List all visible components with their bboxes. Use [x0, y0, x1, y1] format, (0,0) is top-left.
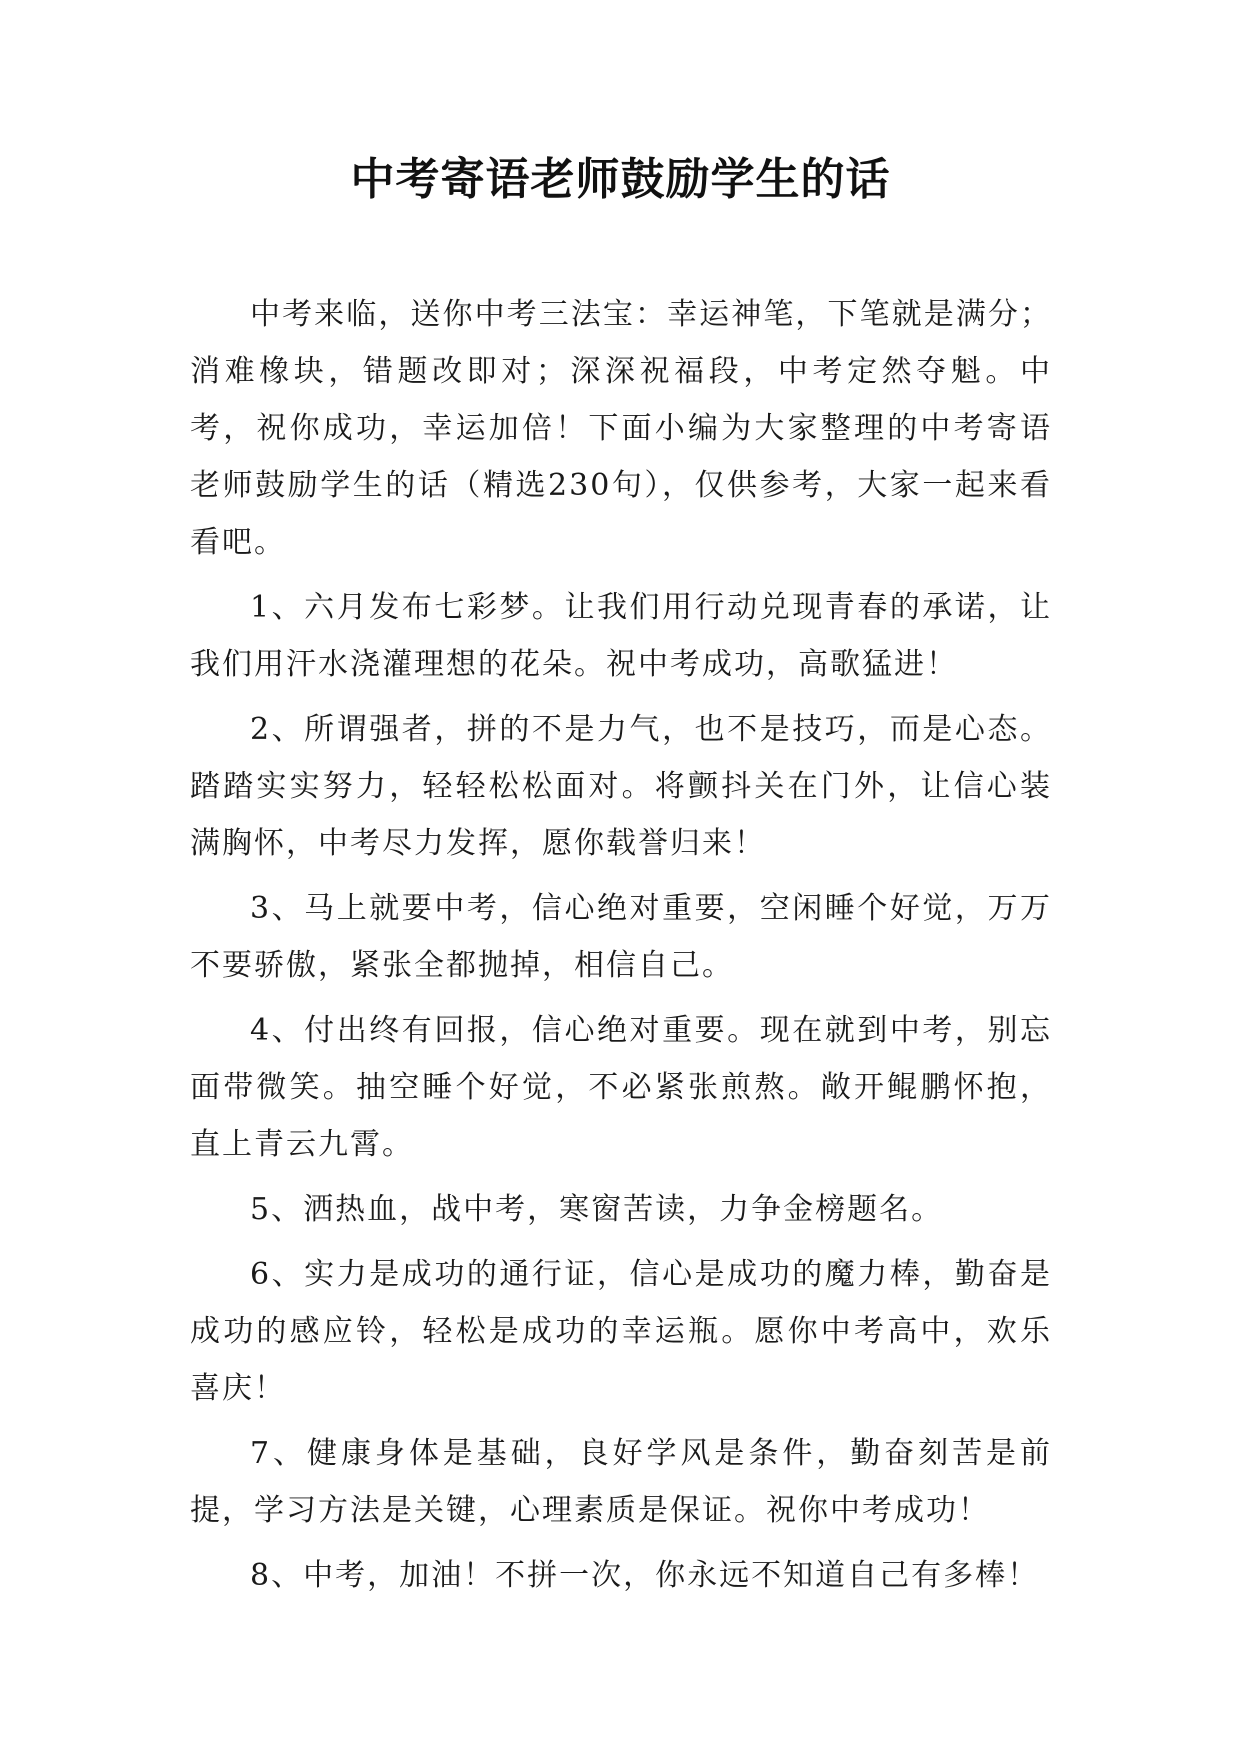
- quote-paragraph-2: 2、所谓强者，拼的不是力气，也不是技巧，而是心态。踏踏实实努力，轻轻松松面对。将颤抖关在门外，让信心装满胸怀，中考尽力发挥，愿你载誉归来！: [190, 712, 1052, 861]
- quote-paragraph-7: 7、健康身体是基础，良好学风是条件，勤奋刻苦是前提，学习方法是关键，心理素质是保证。祝你中考成功！: [190, 1436, 1052, 1528]
- document-title: 中考寄语老师鼓励学生的话: [350, 154, 891, 205]
- quote-paragraph-3: 3、马上就要中考，信心绝对重要，空闲睡个好觉，万万不要骄傲，紧张全都抛掉，相信自己。: [190, 891, 1052, 983]
- document-body: [190, 286, 1052, 1612]
- quote-paragraph-1: 1、六月发布七彩梦。让我们用行动兑现青春的承诺，让我们用汗水浇灌理想的花朵。祝中考成功，高歌猛进！: [190, 590, 1052, 682]
- intro-paragraph: 中考来临，送你中考三法宝：幸运神笔，下笔就是满分；消难橡块，错题改即对；深深祝福段，中考定然夺魁。中考，祝你成功，幸运加倍！下面小编为大家整理的中考寄语老师鼓励学生的话（精选230句），仅供参考，大家一起来看看吧。: [190, 297, 1052, 560]
- quote-paragraph-4: 4、付出终有回报，信心绝对重要。现在就到中考，别忘面带微笑。抽空睡个好觉，不必紧张煎熬。敞开鲲鹏怀抱，直上青云九霄。: [190, 1013, 1052, 1162]
- quote-paragraph-6: 6、实力是成功的通行证，信心是成功的魔力棒，勤奋是成功的感应铃，轻松是成功的幸运瓶。愿你中考高中，欢乐喜庆！: [190, 1257, 1052, 1406]
- quote-paragraph-8: 8、中考，加油！不拼一次，你永远不知道自己有多棒！: [250, 1558, 1040, 1593]
- quote-paragraph-5: 5、洒热血，战中考，寒窗苦读，力争金榜题名。: [250, 1192, 944, 1227]
